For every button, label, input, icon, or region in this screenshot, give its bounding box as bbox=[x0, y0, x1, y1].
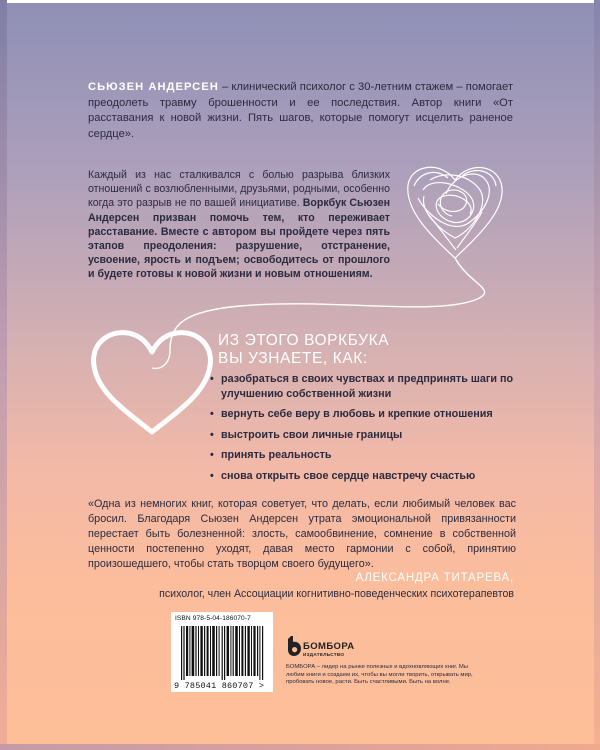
bombora-logo-icon bbox=[288, 636, 302, 656]
list-item bbox=[210, 372, 520, 401]
bottom-edge bbox=[0, 744, 600, 750]
barcode-bars-icon bbox=[181, 626, 265, 680]
list-item bbox=[210, 428, 520, 443]
bullet-icon: • bbox=[210, 449, 214, 461]
bullet-icon: • bbox=[210, 373, 214, 385]
barcode-number: 9 785041 860707 > bbox=[174, 681, 265, 691]
publisher-subtitle: ИЗДАТЕЛЬСТВО bbox=[303, 652, 345, 657]
heart-outline-icon bbox=[94, 333, 211, 432]
list-item bbox=[210, 407, 520, 422]
bullet-icon: • bbox=[210, 469, 214, 482]
list-item bbox=[210, 469, 520, 484]
publisher-description: БОМБОРА – лидер на рынке полезных и вдохновляющих книг. Мы любим книги и создаем их, чтобы вы могли творить, открывать мир, пробовать новое, расти. Быть счастливыми. Быть на волне. bbox=[286, 664, 473, 686]
list-item bbox=[210, 448, 520, 463]
list-item-text: выстроить свои личные границы bbox=[221, 428, 403, 441]
review-quote: «Одна из немногих книг, которая советует, что делать, если любимый человек вас бросил. Благодаря Сьюзен Андерсен утрата эмоциональной привязанности перестает быть болезненной: злость, самообвинение, сомнение в собственной ценности постепенно уходят, давая место гармонии с собой, принятию произошедшего, чтобы стать творцом своего будущего». bbox=[88, 498, 516, 570]
scribble-heart-icon bbox=[408, 167, 502, 258]
publisher-name: БОМБОРА bbox=[303, 641, 355, 652]
bullet-icon: • bbox=[210, 408, 214, 420]
barcode bbox=[171, 612, 273, 692]
list-item-text: разобраться в своих чувствах и предпринять шаги по улучшению собственной жизни bbox=[221, 373, 514, 400]
list-item-text: принять реальность bbox=[221, 449, 332, 461]
learn-title-line2: ВЫ УЗНАЕТЕ, КАК: bbox=[218, 350, 368, 367]
description-plain: Каждый из нас сталкивался с болью разрыва близких отношений с возлюбленными, друзьями, родными, особенно когда это разрыв не по вашей инициативе. bbox=[88, 169, 390, 210]
learn-title bbox=[218, 332, 389, 368]
bullet-icon: • bbox=[210, 428, 214, 441]
author-intro-text: – клинический психолог с 30-летним стажем – помогает преодолеть травму брошенности и ее последствия. Автор книги «От расставания к новой жизни. Пять шагов, которые помогут исцелить раненое сердце». bbox=[88, 81, 513, 140]
list-item-text: снова открыть свое сердце навстречу счастью bbox=[221, 469, 476, 482]
learn-list bbox=[210, 372, 520, 489]
description-bold: Воркбук Сьюзен Андерсен призван помочь тем, кто переживает расставание. Вместе с автором вы пройдете через пять этапов преодоления: разрушение, отстранение, усвоение, ярость и подъем; освободитесь от прошлого и будете готовы к новой жизни и новым отношениям. bbox=[88, 197, 390, 281]
learn-title-line1: ИЗ ЭТОГО ВОРКБУКА bbox=[218, 332, 390, 349]
quote-author: АЛЕКСАНДРА ТИТАРЕВА, bbox=[355, 572, 514, 584]
isbn-text: ISBN 978-5-04-186070-7 bbox=[175, 615, 251, 622]
author-name: СЬЮЗЕН АНДЕРСЕН bbox=[88, 81, 219, 93]
quote-author-role: психолог, член Ассоциации когнитивно-поведенческих психотерапевтов bbox=[159, 588, 514, 600]
list-item-text: вернуть себе веру в любовь и крепкие отношения bbox=[221, 408, 493, 420]
